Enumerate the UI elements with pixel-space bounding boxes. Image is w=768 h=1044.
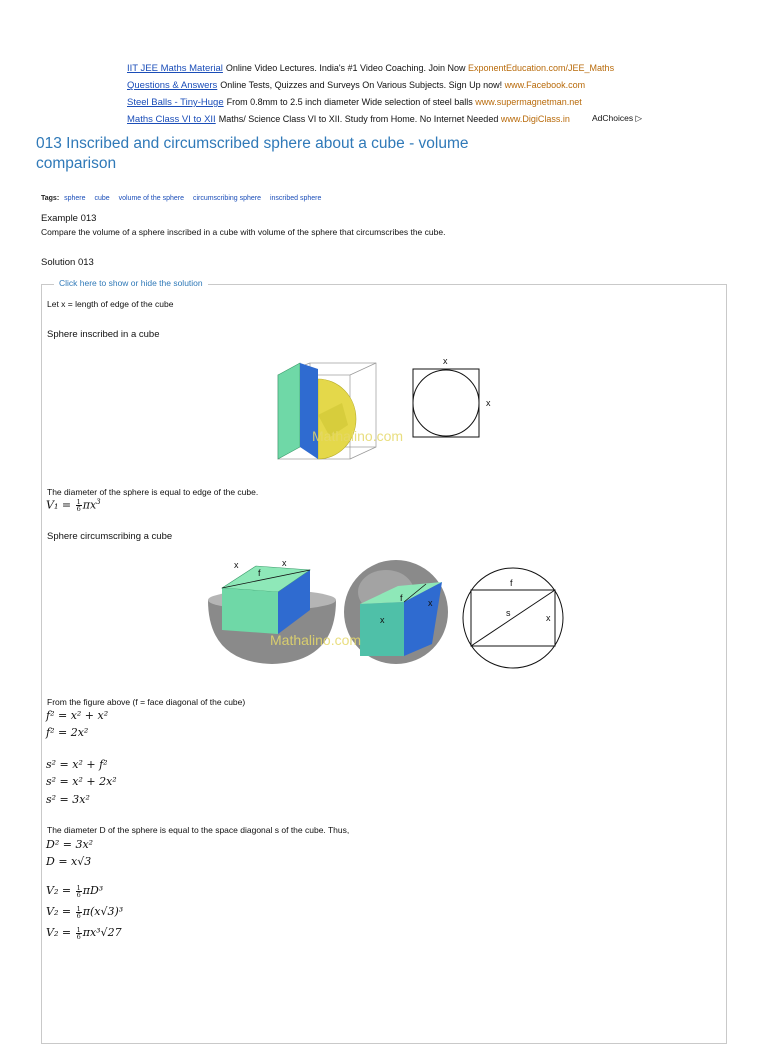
eq-lhs: V₂ =: [46, 884, 72, 897]
page-title: 013 Inscribed and circumscribed sphere about a cube - volume comparison: [36, 135, 469, 172]
ad-url-link[interactable]: ExponentEducation.com/JEE_Maths: [467, 63, 615, 73]
eq-lhs: V₂ =: [46, 926, 72, 939]
ad-url-link[interactable]: www.Facebook.com: [504, 80, 586, 90]
cube-blue-face: [300, 363, 318, 459]
label-x: x: [428, 598, 433, 608]
label-f: f: [258, 568, 261, 578]
eq-lhs: V₁ =: [46, 498, 72, 512]
adchoices-link[interactable]: AdChoices ▷: [592, 113, 643, 123]
label-x: x: [546, 613, 551, 623]
ad-text: Online Video Lectures. India's #1 Video Coaching. Join Now: [225, 63, 466, 73]
ad-row: [127, 94, 647, 111]
heading-inscribed: Sphere inscribed in a cube: [47, 329, 160, 340]
equation-s2: s² = x² + 2x²: [46, 775, 117, 788]
ad-block: [127, 60, 647, 128]
ad-title-link[interactable]: Maths Class VI to XII: [127, 114, 216, 125]
frac-den: 6: [76, 932, 81, 941]
tag-link[interactable]: volume of the sphere: [118, 195, 184, 202]
label-x-top: x: [443, 356, 448, 366]
fraction: [76, 927, 82, 940]
tag-link[interactable]: sphere: [64, 195, 86, 202]
equation-v1: V₁ = $\frac{1}{6}$ $\pi x^3$: [46, 498, 101, 514]
equation-v2b: [46, 905, 123, 919]
solution-label: Solution 013: [41, 257, 94, 268]
equation-f1: f² = x² + x²: [46, 709, 109, 722]
frac-num: 1: [76, 925, 81, 934]
ad-text: Maths/ Science Class VI to XII. Study from Home. No Internet Needed: [218, 114, 499, 124]
ad-text: From 0.8mm to 2.5 inch diameter Wide selection of steel balls: [226, 97, 473, 107]
space-diagonal: [471, 590, 555, 646]
ad-row: [127, 111, 647, 128]
cube-in-sphere-diagram: [344, 560, 448, 664]
fraction: [76, 499, 82, 512]
equation-s1: s² = x² + f²: [46, 758, 108, 771]
cube-cutaway-diagram: [278, 363, 403, 459]
eq-rhs: πD³: [82, 884, 104, 897]
cube-back-edge: [350, 363, 376, 375]
equation-d1: D² = 3x²: [46, 838, 94, 851]
frac-num: 1: [76, 904, 81, 913]
heading-circumscribing: Sphere circumscribing a cube: [47, 531, 173, 542]
tags-label: Tags:: [41, 195, 60, 202]
label-x: x: [234, 560, 239, 570]
cube-in-hemisphere-diagram: [208, 558, 336, 664]
circumscribing-sphere-figure: [200, 552, 570, 672]
ad-row: [127, 77, 647, 94]
tag-link[interactable]: inscribed sphere: [269, 195, 322, 202]
frac-den: 6: [76, 911, 81, 920]
ad-url-link[interactable]: www.DigiClass.in: [500, 114, 570, 124]
figure-watermark: Mathalino.com: [312, 428, 404, 444]
cube-front: [360, 602, 404, 656]
frac-den: 6: [76, 890, 81, 899]
inscribed-circle: [413, 370, 479, 436]
label-f: f: [400, 593, 403, 603]
cube-back-edge: [350, 447, 376, 459]
figure-watermark: Mathalino.com: [270, 632, 362, 648]
eq-rhs: π(x√3)³: [82, 905, 124, 918]
tag-link[interactable]: cube: [94, 195, 110, 202]
ad-title-link[interactable]: Steel Balls - Tiny-Huge: [127, 97, 224, 108]
cube-green-face: [278, 363, 300, 459]
circle-in-square-diagram: [413, 356, 491, 437]
solution-toggle-link[interactable]: Click here to show or hide the solution: [54, 278, 208, 288]
label-f: f: [510, 578, 513, 588]
let-statement: Let x = length of edge of the cube: [47, 299, 174, 309]
ad-text: Online Tests, Quizzes and Surveys On Various Subjects. Sign Up now!: [220, 80, 503, 90]
frac-num: 1: [76, 498, 81, 507]
fraction: [76, 885, 82, 898]
label-x: x: [282, 558, 287, 568]
frac-num: 1: [76, 883, 81, 892]
tags-row: [41, 195, 328, 202]
equation-d2: D = x√3: [46, 855, 92, 868]
cube-front: [222, 588, 278, 634]
example-text: Compare the volume of a sphere inscribed in a cube with volume of the sphere that circumscribes the cube.: [41, 227, 446, 237]
equation-v2a: [46, 884, 103, 898]
diameter-statement-1: The diameter of the sphere is equal to edge of the cube.: [47, 487, 259, 497]
ad-row: [127, 60, 647, 77]
eq-rhs: πx³√27: [82, 926, 122, 939]
eq-lhs: V₂ =: [46, 905, 72, 918]
inscribed-sphere-figure: [270, 355, 500, 465]
label-s: s: [506, 608, 511, 618]
tag-link[interactable]: circumscribing sphere: [192, 195, 262, 202]
ad-title-link[interactable]: IIT JEE Maths Material: [127, 63, 223, 74]
rectangle-in-circle-diagram: [463, 568, 563, 668]
example-label: Example 013: [41, 213, 97, 224]
ad-title-link[interactable]: Questions & Answers: [127, 80, 218, 91]
equation-f2: f² = 2x²: [46, 726, 89, 739]
equation-v2c: [46, 926, 122, 940]
eq-rhs: πx: [82, 498, 97, 512]
figure-statement: From the figure above (f = face diagonal of the cube): [47, 697, 246, 707]
ad-url-link[interactable]: www.supermagnetman.net: [475, 97, 582, 107]
diameter-statement-2: The diameter D of the sphere is equal to the space diagonal s of the cube. Thus,: [47, 825, 350, 835]
fraction: [76, 906, 82, 919]
frac-den: 6: [76, 505, 81, 514]
label-x-right: x: [486, 398, 491, 408]
equation-s3: s² = 3x²: [46, 793, 90, 806]
label-x: x: [380, 615, 385, 625]
